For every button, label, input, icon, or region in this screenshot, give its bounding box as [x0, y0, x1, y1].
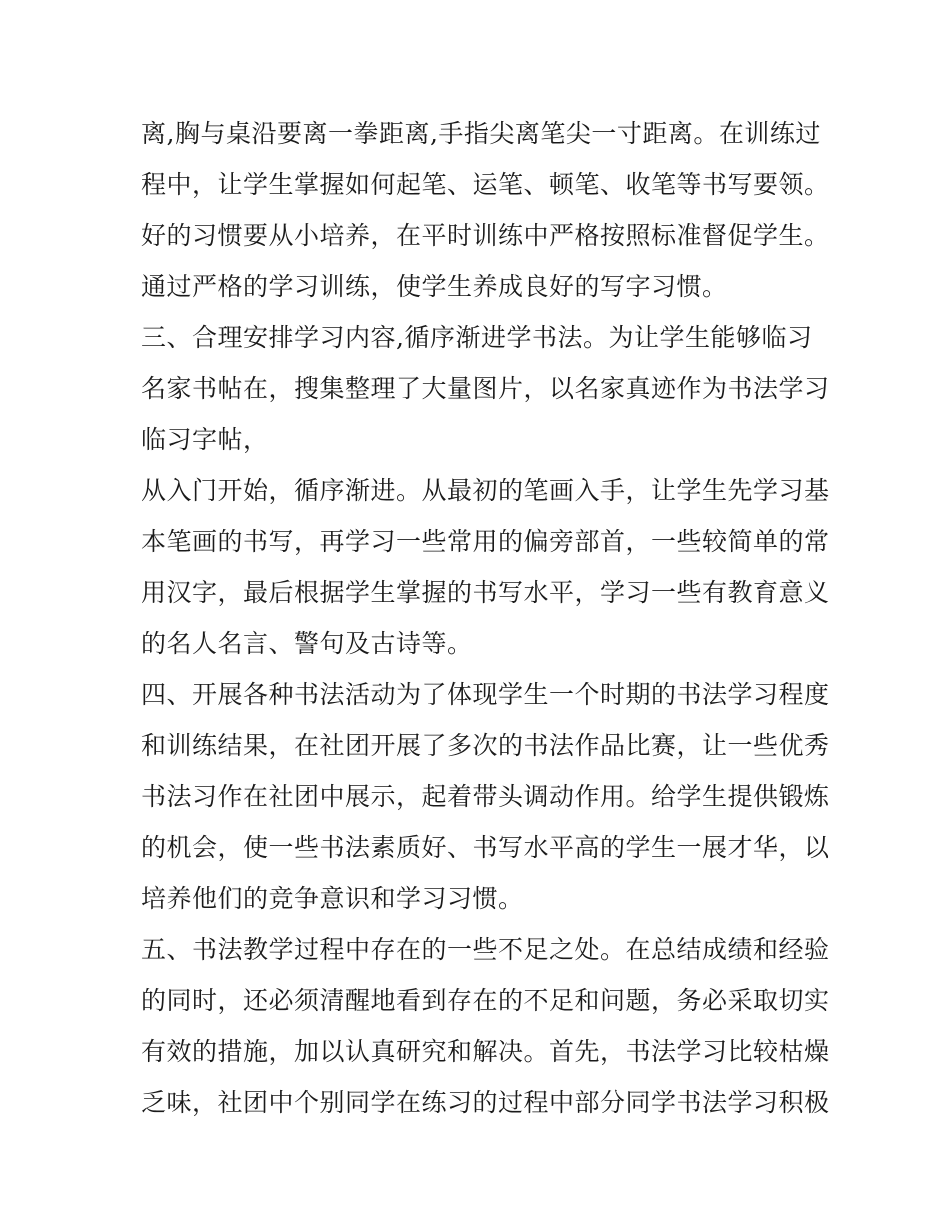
- section-heading-line: 四、开展各种书法活动为了体现学生一个时期的书法学习程度: [141, 680, 830, 709]
- text-line: 从入门开始，循序渐进。从最初的笔画入手，让学生先学习基: [141, 476, 830, 505]
- text-line: 临习字帖，: [141, 425, 269, 454]
- text-line: 名家书帖在，搜集整理了大量图片，以名家真迹作为书法学习: [141, 374, 830, 403]
- section-heading-line: 三、合理安排学习内容,循序渐进学书法。为让学生能够临习: [141, 323, 813, 352]
- document-body: [141, 108, 830, 1128]
- text-line: 程中，让学生掌握如何起笔、运笔、顿笔、收笔等书写要领。: [141, 170, 830, 199]
- text-line: 通过严格的学习训练，使学生养成良好的写字习惯。: [141, 272, 728, 301]
- text-line: 本笔画的书写，再学习一些常用的偏旁部首，一些较简单的常: [141, 527, 830, 556]
- text-line: 培养他们的竞争意识和学习习惯。: [141, 884, 524, 913]
- text-line: 有效的措施，加以认真研究和解决。首先，书法学习比较枯燥: [141, 1037, 830, 1066]
- text-line: 乏味，社团中个别同学在练习的过程中部分同学书法学习积极: [141, 1088, 830, 1117]
- text-line: 的名人名言、警句及古诗等。: [141, 629, 473, 658]
- section-heading-line: 五、书法教学过程中存在的一些不足之处。在总结成绩和经验: [141, 935, 830, 964]
- text-line: 书法习作在社团中展示，起着带头调动作用。给学生提供锻炼: [141, 782, 830, 811]
- text-line: 的机会，使一些书法素质好、书写水平高的学生一展才华，以: [141, 833, 830, 862]
- text-line: 离,胸与桌沿要离一拳距离,手指尖离笔尖一寸距离。在训练过: [141, 119, 821, 148]
- text-line: 好的习惯要从小培养，在平时训练中严格按照标准督促学生。: [141, 221, 830, 250]
- text-line: 的同时，还必须清醒地看到存在的不足和问题，务必采取切实: [141, 986, 830, 1015]
- text-line: 和训练结果，在社团开展了多次的书法作品比赛，让一些优秀: [141, 731, 830, 760]
- text-line: 用汉字，最后根据学生掌握的书写水平，学习一些有教育意义: [141, 578, 830, 607]
